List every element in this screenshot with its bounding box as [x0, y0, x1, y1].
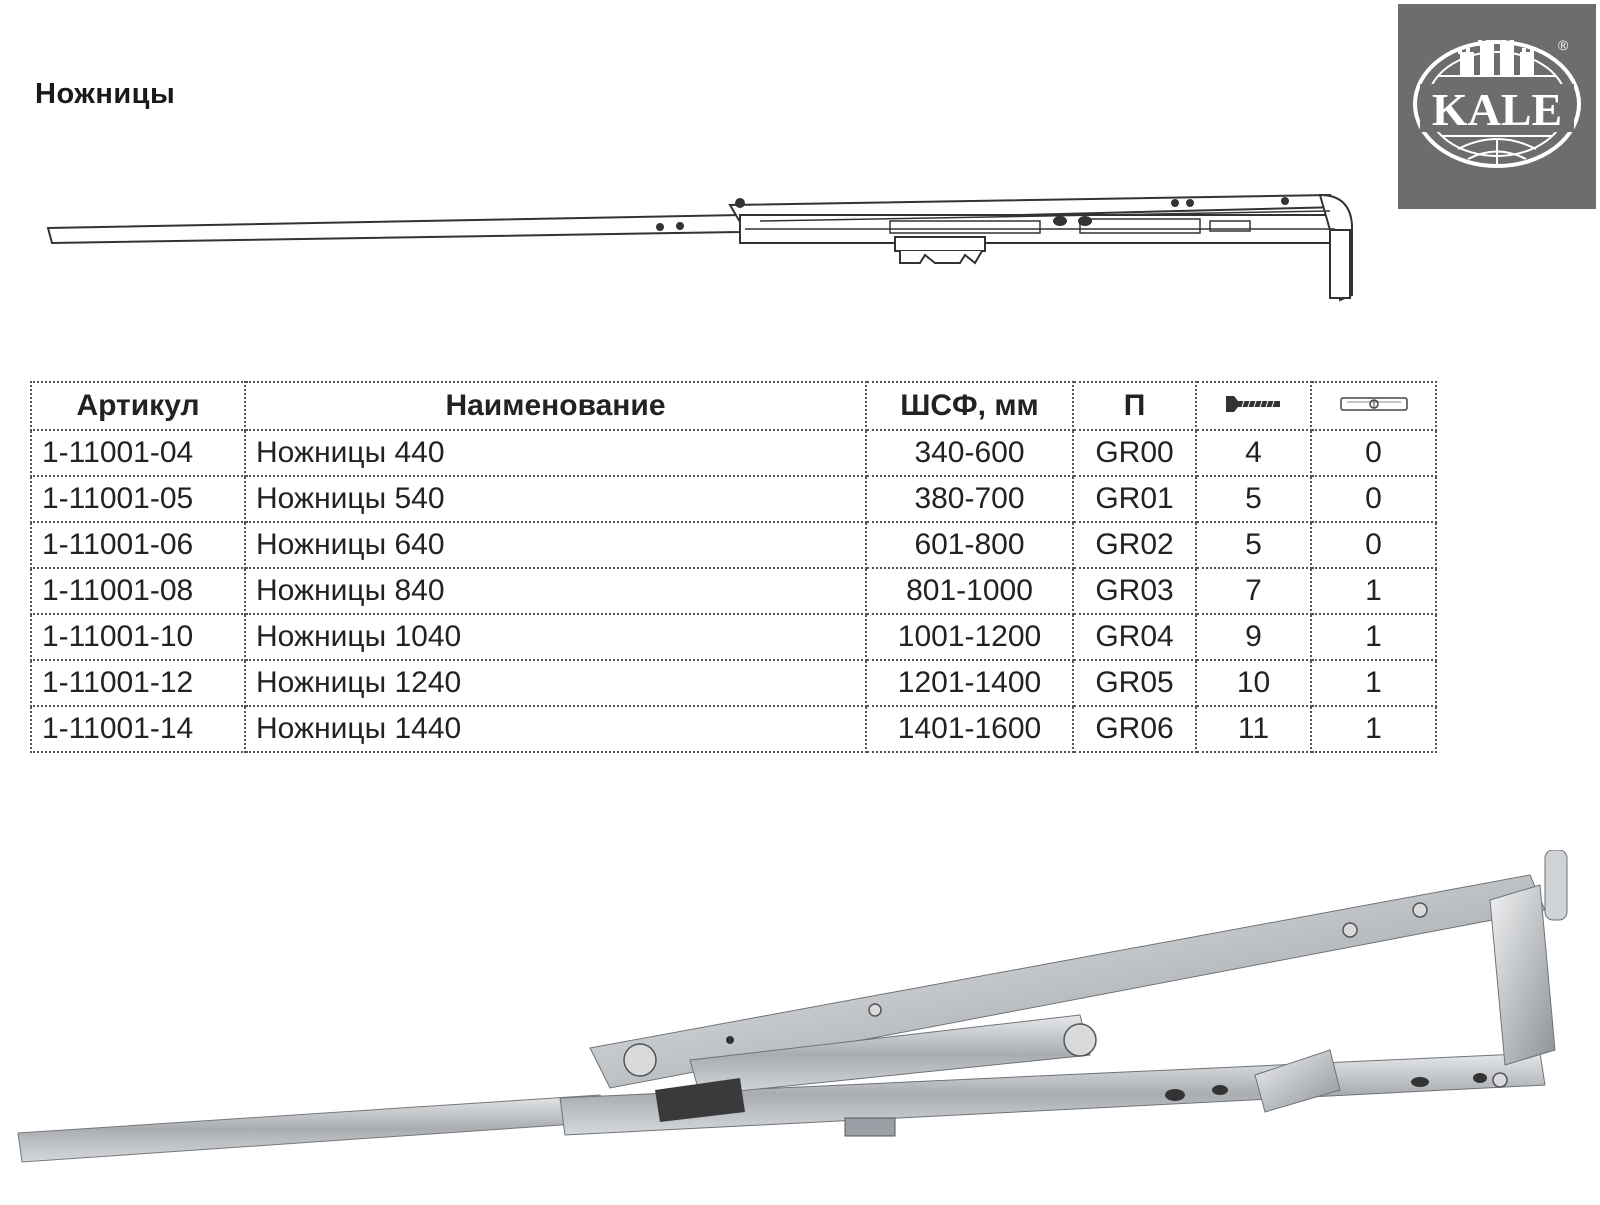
header-name: Наименование: [245, 382, 866, 430]
table-row: [31, 522, 1436, 568]
cell-screws: 4: [1196, 430, 1311, 476]
cell-name: Ножницы 1240: [245, 660, 866, 706]
cell-p: GR02: [1073, 522, 1196, 568]
header-keepers: [1311, 382, 1436, 430]
cell-name: Ножницы 440: [245, 430, 866, 476]
cell-article: 1-11001-05: [31, 476, 245, 522]
cell-p: GR01: [1073, 476, 1196, 522]
cell-p: GR04: [1073, 614, 1196, 660]
cell-sash-width: 340-600: [866, 430, 1073, 476]
cell-keepers: 0: [1311, 476, 1436, 522]
header-p: П: [1073, 382, 1196, 430]
cell-p: GR03: [1073, 568, 1196, 614]
cell-screws: 10: [1196, 660, 1311, 706]
cell-sash-width: 380-700: [866, 476, 1073, 522]
table-row: [31, 706, 1436, 752]
cell-article: 1-11001-14: [31, 706, 245, 752]
screw-icon: [1224, 393, 1284, 415]
cell-p: GR00: [1073, 430, 1196, 476]
cell-p: GR06: [1073, 706, 1196, 752]
cell-article: 1-11001-04: [31, 430, 245, 476]
cell-article: 1-11001-08: [31, 568, 245, 614]
table-row: [31, 430, 1436, 476]
header-article: Артикул: [31, 382, 245, 430]
cell-sash-width: 1001-1200: [866, 614, 1073, 660]
stay-arm-photo: [0, 850, 1600, 1205]
header-screws: [1196, 382, 1311, 430]
keeper-icon: [1339, 393, 1409, 415]
cell-screws: 5: [1196, 522, 1311, 568]
cell-name: Ножницы 540: [245, 476, 866, 522]
cell-screws: 7: [1196, 568, 1311, 614]
cell-keepers: 1: [1311, 568, 1436, 614]
cell-screws: 9: [1196, 614, 1311, 660]
cell-name: Ножницы 640: [245, 522, 866, 568]
table-row: [31, 660, 1436, 706]
cell-sash-width: 601-800: [866, 522, 1073, 568]
table-header-row: [31, 382, 1436, 430]
cell-sash-width: 1401-1600: [866, 706, 1073, 752]
cell-keepers: 1: [1311, 706, 1436, 752]
logo-text: KALE: [1431, 84, 1563, 135]
cell-keepers: 1: [1311, 614, 1436, 660]
cell-sash-width: 801-1000: [866, 568, 1073, 614]
table-row: [31, 614, 1436, 660]
cell-keepers: 1: [1311, 660, 1436, 706]
cell-name: Ножницы 1040: [245, 614, 866, 660]
cell-screws: 5: [1196, 476, 1311, 522]
cell-keepers: 0: [1311, 522, 1436, 568]
spec-table: [30, 381, 1437, 753]
cell-name: Ножницы 1440: [245, 706, 866, 752]
registered-mark: ®: [1558, 37, 1569, 53]
cell-screws: 11: [1196, 706, 1311, 752]
cell-name: Ножницы 840: [245, 568, 866, 614]
cell-sash-width: 1201-1400: [866, 660, 1073, 706]
table-row: [31, 476, 1436, 522]
stay-arm-drawing: [40, 185, 1370, 315]
cell-p: GR05: [1073, 660, 1196, 706]
header-sash-width: ШСФ, мм: [866, 382, 1073, 430]
table-row: [31, 568, 1436, 614]
kale-logo: [1398, 4, 1596, 209]
cell-keepers: 0: [1311, 430, 1436, 476]
page-title: Ножницы: [35, 78, 176, 110]
cell-article: 1-11001-12: [31, 660, 245, 706]
cell-article: 1-11001-06: [31, 522, 245, 568]
cell-article: 1-11001-10: [31, 614, 245, 660]
